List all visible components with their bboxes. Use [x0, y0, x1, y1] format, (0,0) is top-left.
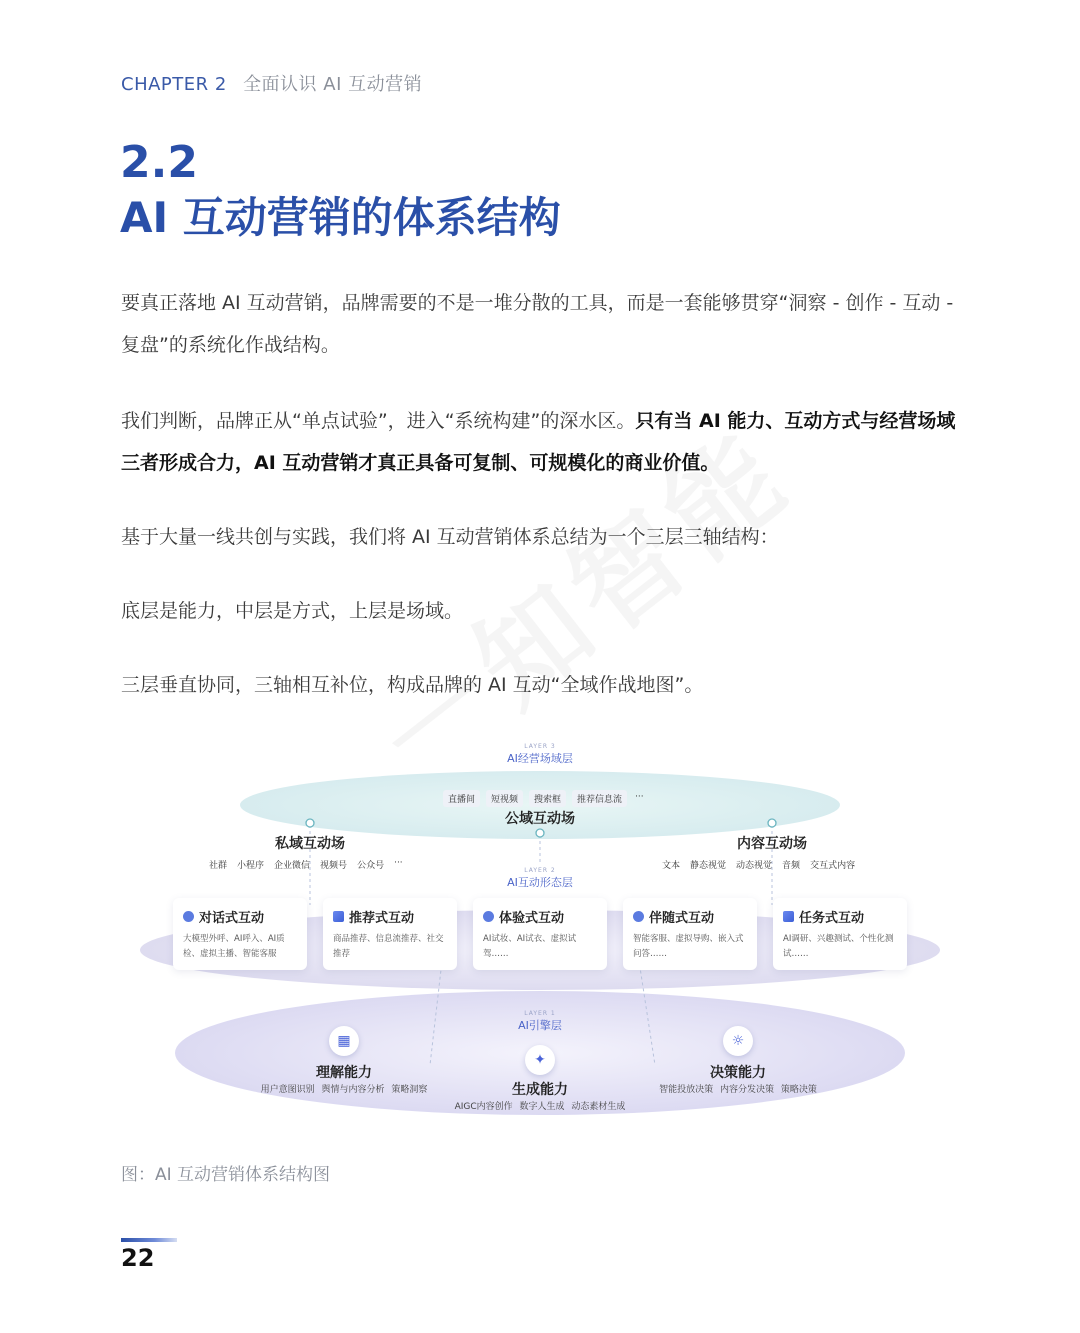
chip: 音频 [782, 861, 801, 871]
chapter-number: CHAPTER 2 [121, 74, 227, 95]
capability-generation [430, 1079, 650, 1112]
card-desc: 大模型外呼、AI呼入、AI质检、虚拟主播、智能客服 [183, 934, 285, 959]
chart-icon [333, 911, 344, 922]
chip: 静态视觉 [690, 861, 727, 871]
card-title: 对话式互动 [199, 911, 265, 926]
layer-1-name: AI引擎层 [518, 1019, 562, 1032]
section-title: AI 互动营销的体系结构 [120, 193, 561, 242]
paragraph-2-bold: 只有当 AI 能力、互动方式与经营场域三者形成合力，AI 互动营销才真正具备可复制、可规模化的商业价值。 [121, 410, 956, 474]
system-structure-diagram [135, 735, 945, 1135]
chip: 直播间 [443, 790, 480, 807]
chip: 短视频 [486, 790, 523, 807]
understanding-icon: ▦ [329, 1026, 359, 1056]
task-icon [783, 911, 794, 922]
figure-caption: 图：AI 互动营销体系结构图 [121, 1165, 331, 1185]
layer-2-name: AI互动形态层 [507, 876, 573, 889]
chapter-title: 全面认识 AI 互动营销 [243, 74, 423, 95]
card-desc: 商品推荐、信息流推荐、社交推荐 [333, 934, 444, 959]
capability-title: 生成能力 [512, 1082, 568, 1098]
capability-title: 决策能力 [710, 1065, 766, 1081]
paragraph-4: 底层是能力，中层是方式，上层是场域。 [121, 600, 464, 622]
layer-3-name: AI经营场域层 [507, 752, 573, 765]
section-number: 2.2 [120, 137, 198, 188]
public-chips [443, 790, 646, 807]
page-number: 22 [121, 1244, 155, 1272]
chat-icon [183, 911, 194, 922]
paragraph-2-normal: 我们判断，品牌正从“单点试验”，进入“系统构建”的深水区。 [121, 410, 636, 432]
paragraph-5: 三层垂直协同，三轴相互补位，构成品牌的 AI 互动“全域作战地图”。 [121, 674, 704, 696]
card-title: 体验式互动 [499, 911, 565, 926]
layer-1-tag: LAYER 1 [524, 1010, 556, 1017]
chip: 企业微信 [274, 861, 311, 871]
interaction-card-companion [623, 898, 757, 970]
chip: 小程序 [237, 861, 265, 871]
capability-title: 理解能力 [316, 1065, 372, 1081]
content-field-title: 内容互动场 [737, 836, 807, 852]
layer-1-label [490, 1010, 590, 1033]
card-desc: AI试妆、AI试衣、虚拟试驾…… [483, 934, 577, 959]
chip: 视频号 [320, 861, 348, 871]
chip: 推荐信息流 [572, 790, 627, 807]
paragraph-3: 基于大量一线共创与实践，我们将 AI 互动营销体系总结为一个三层三轴结构： [121, 526, 779, 548]
chip: 搜索框 [529, 790, 566, 807]
paragraph-2 [121, 400, 971, 484]
chapter-header [121, 70, 422, 96]
chip: 动态视觉 [736, 861, 773, 871]
interaction-card-recommend [323, 898, 457, 970]
lightbulb-icon: ☼ [723, 1026, 753, 1056]
interaction-card-experience [473, 898, 607, 970]
card-desc: 智能客服、虚拟导购、嵌入式问答…… [633, 934, 744, 959]
card-title: 伴随式互动 [649, 911, 715, 926]
content-chips [660, 856, 857, 873]
chip: 文本 [662, 861, 681, 871]
layer-2-tag: LAYER 2 [524, 867, 556, 874]
capability-understanding [234, 1062, 454, 1095]
public-field-title: 公域互动场 [505, 811, 575, 827]
chip: ··· [635, 792, 644, 802]
interaction-card-dialogue [173, 898, 307, 970]
chip: ··· [394, 858, 403, 868]
card-title: 任务式互动 [799, 911, 865, 926]
private-field-title: 私域互动场 [275, 836, 345, 852]
chip: 交互式内容 [810, 861, 856, 871]
user-icon [633, 911, 644, 922]
capability-sub: 用户意图识别 舆情与内容分析 策略洞察 [260, 1085, 428, 1095]
page-number-bar [121, 1238, 177, 1242]
capability-decision [628, 1062, 848, 1095]
chip: 社群 [209, 861, 228, 871]
card-desc: AI调研、兴趣测试、个性化测试…… [783, 934, 894, 959]
layer-3-tag: LAYER 3 [524, 743, 556, 750]
paragraph-1: 要真正落地 AI 互动营销，品牌需要的不是一堆分散的工具，而是一套能够贯穿“洞察 - 创作 - 互动 - 复盘”的系统化作战结构。 [121, 292, 954, 356]
card-title: 推荐式互动 [349, 911, 415, 926]
capability-sub: 智能投放决策 内容分发决策 策略决策 [659, 1085, 817, 1095]
layer-3-label [490, 743, 590, 766]
capability-sub: AIGC内容创作 数字人生成 动态素材生成 [454, 1102, 626, 1112]
experience-icon [483, 911, 494, 922]
layer-2-label [490, 867, 590, 890]
sparkle-icon: ✦ [525, 1045, 555, 1075]
interaction-card-task [773, 898, 907, 970]
private-chips [207, 856, 405, 873]
chip: 公众号 [357, 861, 385, 871]
